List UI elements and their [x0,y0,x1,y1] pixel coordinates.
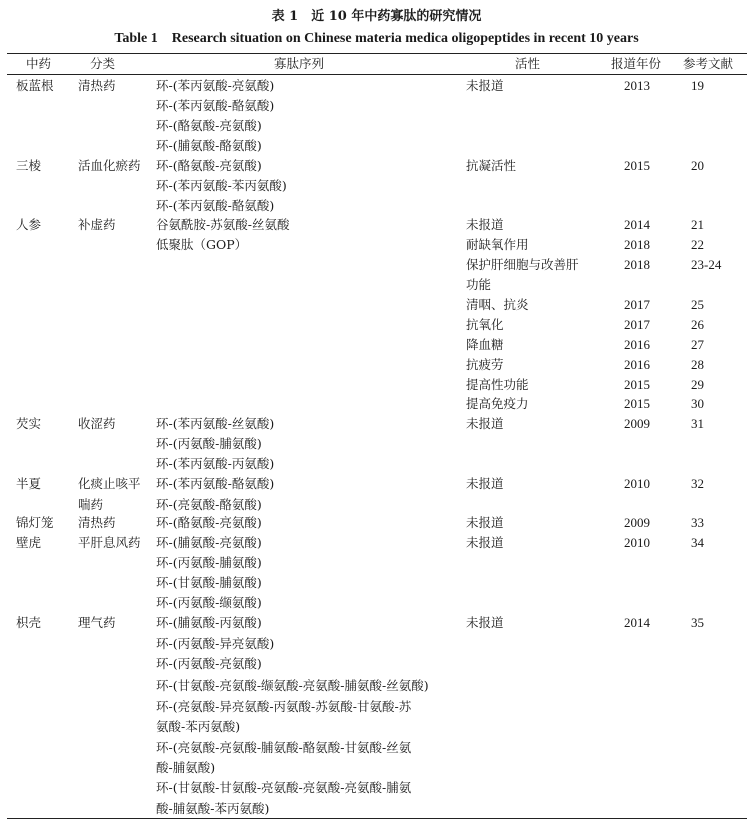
oligopeptide-sequence: 环-(酪氨酸-亮氨酸) [156,118,262,133]
report-year: 2018 [624,257,650,272]
header-ref: 参考文献 [683,56,734,71]
reference-number: 33 [691,515,704,530]
oligopeptide-sequence: 谷氨酰胺-苏氨酸-丝氨酸 [156,217,290,232]
herb-name: 人参 [16,217,42,232]
reference-number: 28 [691,357,704,372]
activity-cell: 耐缺氧作用 [466,237,529,252]
reference-number: 19 [691,78,704,93]
report-year: 2014 [624,615,650,630]
reference-number: 26 [691,317,704,332]
oligopeptide-sequence: 环-(苯丙氨酸-酪氨酸) [156,198,275,213]
report-year: 2016 [624,337,650,352]
activity-cell: 未报道 [466,615,504,630]
oligopeptide-sequence: 环-(甘氨酸-甘氨酸-亮氨酸-亮氨酸-亮氨酸-脯氨 [156,780,412,795]
reference-number: 20 [691,158,704,173]
oligopeptide-sequence: 环-(苯丙氨酸-酪氨酸) [156,476,275,491]
header-herb: 中药 [26,56,52,71]
activity-cell: 抗凝活性 [466,158,517,173]
category-cell: 活血化瘀药 [78,158,141,173]
activity-cell: 保护肝细胞与改善肝 [466,257,579,272]
activity-cell: 降血糖 [466,337,504,352]
activity-cell: 未报道 [466,217,504,232]
oligopeptide-sequence: 环-(亮氨酸-酪氨酸) [156,497,262,512]
category-cell: 平肝息风药 [78,535,141,550]
oligopeptide-sequence: 环-(酪氨酸-亮氨酸) [156,515,262,530]
category-cell: 化痰止咳平 [78,476,141,491]
reference-number: 29 [691,377,704,392]
herb-name: 枳壳 [16,615,42,630]
report-year: 2014 [624,217,650,232]
oligopeptide-sequence: 环-(酪氨酸-亮氨酸) [156,158,262,173]
herb-name: 半夏 [16,476,42,491]
category-cell: 理气药 [78,615,116,630]
category-cell: 喘药 [78,497,104,512]
oligopeptide-sequence: 酸-脯氨酸) [156,760,216,775]
table-caption-cn: 表 1 近 10 年中药寡肽的研究情况 [271,9,482,24]
oligopeptide-sequence: 环-(脯氨酸-亮氨酸) [156,535,262,550]
oligopeptide-sequence: 环-(亮氨酸-亮氨酸-脯氨酸-酪氨酸-甘氨酸-丝氨 [156,740,412,755]
herb-name: 板蓝根 [16,78,54,93]
report-year: 2013 [624,78,650,93]
activity-cell: 抗氧化 [466,317,504,332]
oligopeptide-sequence: 酸-脯氨酸-苯丙氨酸) [156,801,270,816]
header-year: 报道年份 [611,56,662,71]
herb-name: 壁虎 [16,535,42,550]
oligopeptide-sequence: 环-(苯丙氨酸-酪氨酸) [156,98,275,113]
header-sequence: 寡肽序列 [274,56,325,71]
category-cell: 清热药 [78,515,116,530]
activity-cell: 未报道 [466,535,504,550]
activity-cell: 提高性功能 [466,377,529,392]
header-category: 分类 [90,56,116,71]
activity-cell: 未报道 [466,416,504,431]
oligopeptide-sequence: 环-(甘氨酸-亮氨酸-缬氨酸-亮氨酸-脯氨酸-丝氨酸) [156,678,429,693]
reference-number: 34 [691,535,704,550]
reference-number: 21 [691,217,704,232]
oligopeptide-sequence: 环-(苯丙氨酸-亮氨酸) [156,78,275,93]
report-year: 2017 [624,297,650,312]
report-year: 2018 [624,237,650,252]
reference-number: 35 [691,615,704,630]
activity-cell: 未报道 [466,476,504,491]
activity-cell: 未报道 [466,515,504,530]
oligopeptide-sequence: 环-(甘氨酸-脯氨酸) [156,575,262,590]
activity-cell: 提高免疫力 [466,396,529,411]
oligopeptide-sequence: 环-(苯丙氨酸-丝氨酸) [156,416,275,431]
herb-name: 三棱 [16,158,42,173]
oligopeptide-sequence: 环-(丙氨酸-异亮氨酸) [156,636,275,651]
oligopeptide-sequence: 环-(苯丙氨酸-苯丙氨酸) [156,178,287,193]
report-year: 2010 [624,535,650,550]
oligopeptide-sequence: 环-(亮氨酸-异亮氨酸-丙氨酸-苏氨酸-甘氨酸-苏 [156,699,412,714]
bottom-rule [7,818,747,819]
reference-number: 27 [691,337,704,352]
reference-number: 30 [691,396,704,411]
oligopeptide-sequence: 低聚肽（GOP） [156,237,248,252]
report-year: 2015 [624,396,650,411]
category-cell: 清热药 [78,78,116,93]
report-year: 2009 [624,515,650,530]
report-year: 2015 [624,158,650,173]
report-year: 2017 [624,317,650,332]
header-activity: 活性 [515,56,541,71]
activity-cell: 清咽、抗炎 [466,297,529,312]
category-cell: 收涩药 [78,416,116,431]
activity-cell: 抗疲劳 [466,357,504,372]
category-cell: 补虚药 [78,217,116,232]
header-rule [7,74,747,75]
oligopeptide-sequence: 环-(丙氨酸-亮氨酸) [156,656,262,671]
report-year: 2016 [624,357,650,372]
herb-name: 芡实 [16,416,42,431]
reference-number: 31 [691,416,704,431]
activity-cell: 未报道 [466,78,504,93]
reference-number: 25 [691,297,704,312]
report-year: 2009 [624,416,650,431]
herb-name: 锦灯笼 [16,515,54,530]
table-caption-en: Table 1 Research situation on Chinese materia medica oligopeptides in recent 10 years [114,31,639,46]
oligopeptide-sequence: 氨酸-苯丙氨酸) [156,719,241,734]
oligopeptide-sequence: 环-(脯氨酸-丙氨酸) [156,615,262,630]
reference-number: 22 [691,237,704,252]
oligopeptide-sequence: 环-(丙氨酸-缬氨酸) [156,595,262,610]
oligopeptide-sequence: 环-(苯丙氨酸-丙氨酸) [156,456,275,471]
report-year: 2015 [624,377,650,392]
report-year: 2010 [624,476,650,491]
reference-number: 32 [691,476,704,491]
activity-cell: 功能 [466,277,492,292]
oligopeptide-sequence: 环-(脯氨酸-酪氨酸) [156,138,262,153]
oligopeptide-sequence: 环-(丙氨酸-脯氨酸) [156,436,262,451]
reference-number: 23-24 [691,257,722,272]
oligopeptide-sequence: 环-(丙氨酸-脯氨酸) [156,555,262,570]
